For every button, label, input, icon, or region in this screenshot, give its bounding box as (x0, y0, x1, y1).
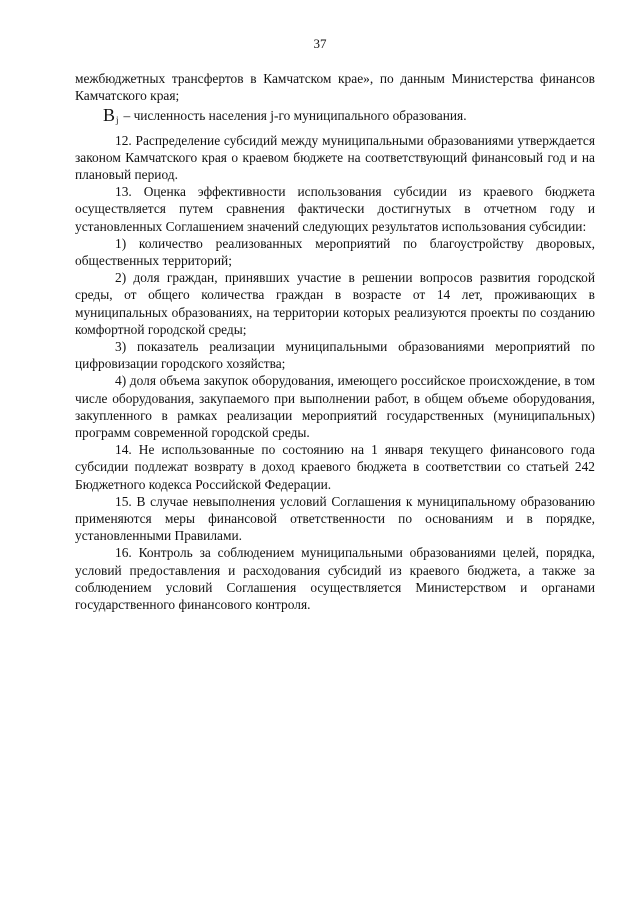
paragraph-continuation: межбюджетных трансфертов в Камчатском крае», по данным Министерства финансов Камчатского края; (75, 71, 595, 104)
paragraph-13-item-2: 2) доля граждан, принявших участие в решении вопросов развития городской среды, от общего количества граждан в возрасте от 14 лет, проживающих в муниципальных образованиях, на территории которых реализуются проекты по созданию комфортной городской среды; (75, 270, 595, 337)
paragraph-13-item-4: 4) доля объема закупок оборудования, имеющего российское происхождение, в том числе оборудования, закупаемого при выполнении работ, в общем объеме оборудования, закупленного в рамках реализации мероприятий государственных (муниципальных) программ современной городской среды. (75, 373, 595, 441)
paragraph-15: 15. В случае невыполнения условий Соглашения к муниципальному образованию применяются меры финансовой ответственности по основаниям и в порядке, установленными Правилами. (75, 493, 595, 544)
paragraph-13-item-3: 3) показатель реализации муниципальными образованиями мероприятий по цифровизации городского хозяйства; (75, 339, 595, 372)
formula-definition (75, 107, 595, 129)
paragraph-16: 16. Контроль за соблюдением муниципальными образованиями целей, порядка, условий предоставления и расходования субсидий из краевого бюджета, а также за соблюдением условий Соглашения осуществляется Министерством и органами государственного финансового контроля. (75, 545, 595, 613)
paragraph-12: 12. Распределение субсидий между муниципальными образованиями утверждается законом Камчатского края о краевом бюджете на соответствующий финансовый год и на плановый период. (75, 132, 595, 183)
formula-variable: В (103, 105, 116, 126)
document-body (75, 70, 595, 613)
formula-subscript: j (116, 115, 119, 126)
paragraph-14: 14. Не использованные по состоянию на 1 января текущего финансового года субсидии подлежат возврату в доход краевого бюджета в соответствии со статьей 242 Бюджетного кодекса Российской Федерации. (75, 442, 595, 492)
paragraph-13-item-1: 1) количество реализованных мероприятий по благоустройству дворовых, общественных территорий; (75, 235, 595, 269)
paragraph-13: 13. Оценка эффективности использования субсидии из краевого бюджета осуществляется путем сравнения фактически достигнутых в отчетном году и установленных Соглашением значений следующих результатов использования субсидии: (75, 184, 595, 234)
page-number: 37 (313, 36, 327, 51)
formula-description: – численность населения j-го муниципального образования. (123, 108, 467, 124)
